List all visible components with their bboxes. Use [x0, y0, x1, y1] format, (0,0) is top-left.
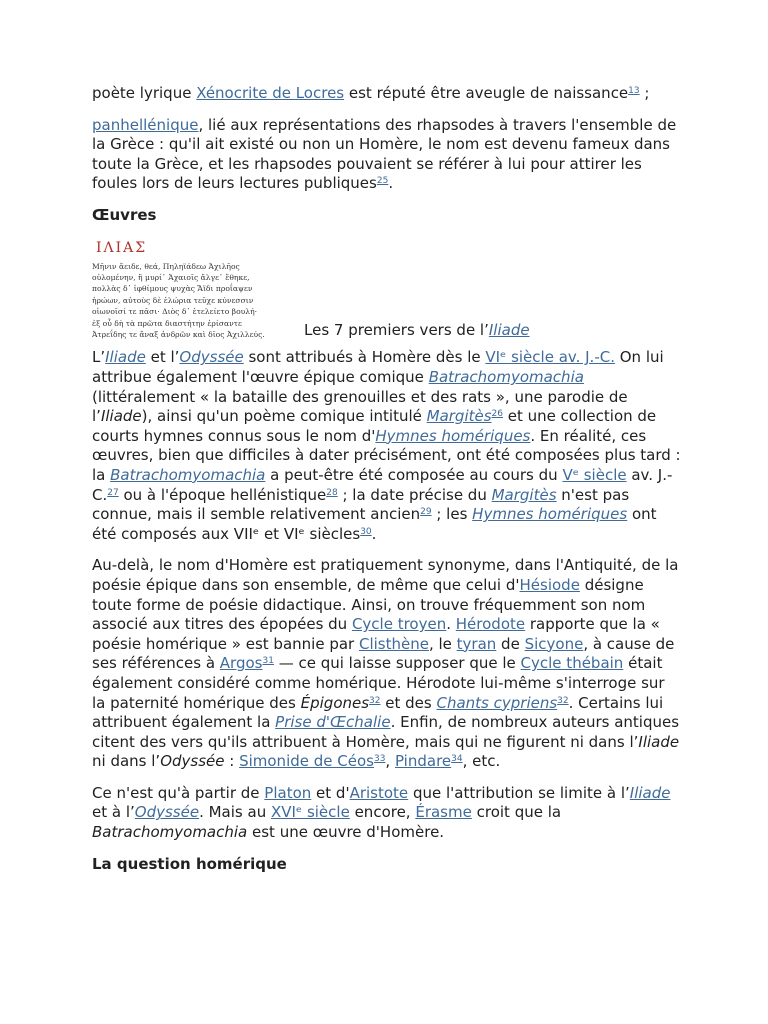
- link-xvie-siecle[interactable]: XVIᵉ siècle: [270, 803, 350, 822]
- link-hymnes-homeriques[interactable]: Hymnes homériques: [375, 426, 531, 445]
- link-iliade-2[interactable]: Iliade: [629, 783, 671, 802]
- figure-caption: Les 7 premiers vers de l’Iliade: [304, 320, 530, 339]
- link-chants-cypriens[interactable]: Chants cypriens: [436, 693, 558, 712]
- link-ve-siecle[interactable]: Vᵉ siècle: [562, 465, 627, 484]
- link-margites-2[interactable]: Margitès: [491, 485, 557, 504]
- iliad-greek-text-image[interactable]: [92, 240, 298, 341]
- link-aristote[interactable]: Aristote: [349, 783, 409, 802]
- section-heading-oeuvres: Œuvres: [92, 205, 157, 224]
- link-xenocrite-de-locres[interactable]: Xénocrite de Locres: [196, 84, 345, 102]
- link-odyssee-2[interactable]: Odyssée: [134, 803, 200, 822]
- figure-iliad-verses: [92, 240, 682, 341]
- paragraph-attribution-limit: Ce n'est qu'à partir de Platon et d'Aristote que l'attribution se limite à l’Iliade et à l’Odyssée. Mais au XVIᵉ siècle encore, Érasme croit que la Batrachomyomachia est une œuvre d'Homère.: [92, 783, 671, 842]
- link-hesiode[interactable]: Hésiode: [519, 575, 580, 594]
- reference-34[interactable]: 34: [451, 754, 463, 765]
- reference-32b[interactable]: 32: [557, 695, 569, 706]
- link-odyssee[interactable]: Odyssée: [179, 348, 244, 367]
- greek-verse-7: Ἀτρεΐδης τε ἄναξ ἀνδρῶν καὶ δῖος Ἀχιλλεύς.: [92, 330, 265, 339]
- reference-28[interactable]: 28: [326, 487, 338, 498]
- link-herodote[interactable]: Hérodote: [455, 615, 526, 634]
- greek-verse-5: οἰωνοῖσί τε πᾶσι· Διὸς δ᾽ ἐτελείετο βουλή·: [92, 307, 258, 317]
- reference-25[interactable]: 25: [376, 176, 389, 187]
- reference-29[interactable]: 29: [420, 507, 432, 518]
- reference-27[interactable]: 27: [107, 487, 119, 498]
- reference-13[interactable]: 13: [628, 86, 640, 96]
- link-sicyone[interactable]: Sicyone: [524, 634, 584, 653]
- paragraph-panhellenic: panhellénique, lié aux représentations des rhapsodes à travers l'ensemble de la Grèce : qu'il ait existé ou non un Homère, le nom est devenu fameux dans toute la Grèce, et les rhapsodes pouvaient se référer à lui pour attirer les foules lors de leurs lectures publiques$^{25}$.: [92, 115, 677, 193]
- reference-26[interactable]: 26: [491, 409, 503, 420]
- greek-verse-4: ἡρώων, αὐτοὺς δὲ ἑλώρια τεῦχε κύνεσσιν: [92, 295, 254, 305]
- link-clisthene[interactable]: Clisthène: [358, 634, 429, 653]
- link-pindare[interactable]: Pindare: [394, 752, 452, 771]
- greek-title: ΙΛΙΑΣ: [96, 239, 148, 256]
- reference-32[interactable]: 32: [369, 695, 381, 706]
- link-hymnes-homeriques-2[interactable]: Hymnes homériques: [472, 505, 628, 524]
- link-cycle-troyen[interactable]: Cycle troyen: [351, 615, 447, 634]
- link-iliade-caption[interactable]: Iliade: [488, 320, 530, 339]
- link-tyran[interactable]: tyran: [456, 634, 497, 653]
- link-vie-siecle-av-jc[interactable]: VIᵉ siècle av. J.-C.: [485, 348, 615, 367]
- paragraph-epic-synonym: Au-delà, le nom d'Homère est pratiquement synonyme, dans l'Antiquité, de la poésie épique dans son ensemble, de même que celui d'Hésiode désigne toute forme de poésie didactique. Ainsi, on trouve fréquemment son nom associé aux titres des épopées du Cycle troyen. Hérodote rapporte que la « poésie homérique » est bannie par Clisthène, le tyran de Sicyone, à cause de ses références à Argos$^{31}$ — ce qui laisse supposer que le Cycle thébain était également considéré comme homérique. Hérodote lui-même s'interroge sur la paternité homérique des Épigones$^{32}$ et des Chants cypriens$^{32}$. Certains lui attribuent également la Prise d'Œchalie. Enfin, de nombreux auteurs antiques citent des vers qu'ils attribuent à Homère, mais qui ne figurent ni dans l’Iliade ni dans l’Odyssée : Simonide de Céos$^{33}$, Pindare$^{34}$, etc.: [92, 556, 680, 771]
- greek-verse-3: πολλὰς δ᾽ ἰφθίμους ψυχὰς Ἄϊδι προΐαψεν: [92, 284, 253, 294]
- link-platon[interactable]: Platon: [264, 783, 312, 802]
- greek-verse-6: ἐξ οὗ δὴ τὰ πρῶτα διαστήτην ἐρίσαντε: [92, 318, 242, 328]
- paragraph-attributed-works: L’Iliade et l’Odyssée sont attribués à Homère dès le VIᵉ siècle av. J.-C. On lui attribue également l'œuvre épique comique Batrachomyomachia (littéralement « la bataille des grenouilles et des rats », une parodie de l’Iliade), ainsi qu'un poème comique intitulé Margitès$^{26}$ et une collection de courts hymnes connus sous le nom d'Hymnes homériques. En réalité, ces œuvres, bien que difficiles à dater précisément, ont été composées plus tard : la Batrachomyomachia a peut-être été composée au cours du Vᵉ siècle av. J.-C.$^{27}$ ou à l'époque hellénistique$^{28}$ ; la date précise du Margitès n'est pas connue, mais il semble relativement ancien$^{29}$ ; les Hymnes homériques ont été composés aux VIIᵉ et VIᵉ siècles$^{30}$.: [92, 348, 681, 543]
- link-simonide-de-ceos[interactable]: Simonide de Céos: [239, 752, 374, 771]
- section-heading-question-homerique: La question homérique: [92, 854, 287, 873]
- link-argos[interactable]: Argos: [219, 654, 263, 673]
- reference-31[interactable]: 31: [262, 656, 274, 667]
- link-prise-doechalie[interactable]: Prise d'Œchalie: [275, 713, 391, 732]
- greek-verse-1: Μῆνιν ἄειδε, θεά, Πηληϊάδεω Ἀχιλῆος: [92, 261, 240, 271]
- link-batrachomyomachia-2[interactable]: Batrachomyomachia: [110, 465, 266, 484]
- link-cycle-thebain[interactable]: Cycle thébain: [520, 654, 624, 673]
- link-batrachomyomachia[interactable]: Batrachomyomachia: [428, 368, 584, 386]
- link-iliade[interactable]: Iliade: [105, 348, 146, 367]
- paragraph-blind-poets: poète lyrique Xénocrite de Locres est réputé être aveugle de naissance$^{13}$ ;: [92, 84, 650, 102]
- link-panhellenique[interactable]: panhellénique: [92, 115, 199, 134]
- article-content: [92, 84, 682, 888]
- reference-33[interactable]: 33: [373, 754, 386, 765]
- link-erasme[interactable]: Érasme: [415, 803, 472, 822]
- greek-verse-2: οὐλομένην, ἣ μυρί᾽ Ἀχαιοῖς ἄλγε᾽ ἔθηκε,: [92, 272, 250, 282]
- link-margites[interactable]: Margitès: [426, 407, 492, 426]
- reference-30[interactable]: 30: [360, 526, 372, 537]
